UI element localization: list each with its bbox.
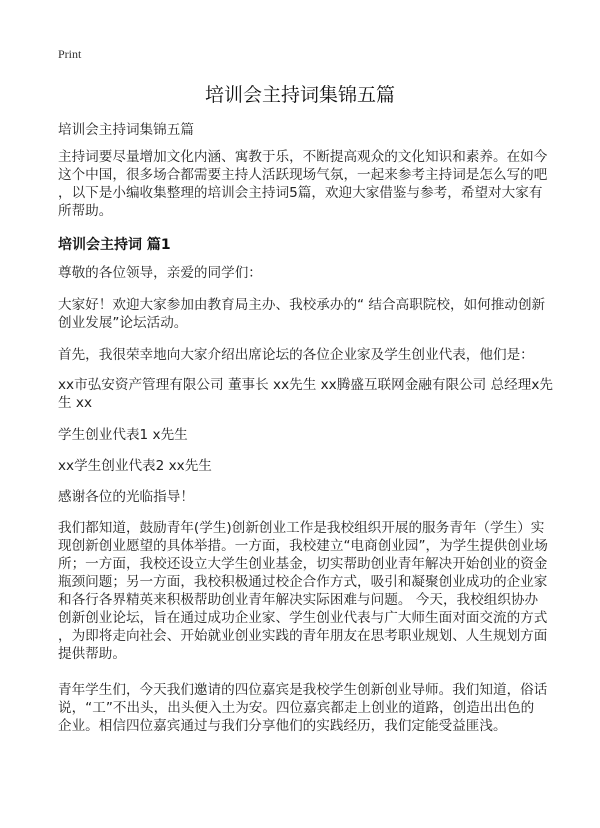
- text-line: 提供帮助。: [58, 646, 126, 662]
- text-line: 青年学生们，今天我们邀请的四位嘉宾是我校学生创新创业导师。我们知道，俗话: [58, 682, 548, 698]
- text-line: 大家好！欢迎大家参加由教育局主办、我校承办的“ 结合高职院校，如何推动创新: [58, 297, 546, 313]
- text-line: 创业发展”论坛活动。: [58, 315, 188, 331]
- guests-paragraph: [58, 376, 553, 412]
- student-rep-2: xx学生创业代表2 xx先生: [58, 458, 212, 474]
- text-line: 所；一方面，我校还设立大学生创业基金，切实帮助创业青年解决开始创业的资金: [58, 556, 548, 572]
- text-line: 生 xx: [58, 395, 93, 411]
- print-link[interactable]: Print: [58, 47, 82, 61]
- body-paragraph-1: [58, 519, 548, 663]
- text-line: 我们都知道，鼓励青年(学生)创新创业工作是我校组织开展的服务青年（学生）实: [58, 520, 545, 536]
- welcome-paragraph: [58, 296, 545, 332]
- text-line: xx市弘安资产管理有限公司 董事长 xx先生 xx腾盛互联网金融有限公司 总经理x先: [58, 377, 554, 393]
- student-rep-1: 学生创业代表1 x先生: [58, 427, 188, 443]
- text-line: ，以下是小编收集整理的培训会主持词5篇，欢迎大家借鉴与参考，希望对大家有: [58, 185, 543, 201]
- text-line: 主持词要尽量增加文化内涵、寓教于乐，不断提高观众的文化知识和素养。在如今: [58, 149, 548, 165]
- text-line: 所帮助。: [58, 203, 113, 219]
- text-line: 和各行各界精英来积极帮助创业青年解决实际困难与问题。 今天，我校组织协办: [58, 592, 539, 608]
- text-line: 创新创业论坛，旨在通过成功企业家、学生创业代表与广大师生面对面交流的方式: [58, 610, 548, 626]
- section-heading: 培训会主持词 篇1: [58, 237, 171, 253]
- text-line: 瓶颈问题；另一方面，我校积极通过校企合作方式，吸引和凝聚创业成功的企业家: [58, 574, 548, 590]
- greeting-paragraph: 尊敬的各位领导，亲爱的同学们：: [58, 265, 262, 281]
- introduce-paragraph: 首先，我很荣幸地向大家介绍出席论坛的各位企业家及学生创业代表，他们是：: [58, 347, 534, 363]
- text-line: ，为即将走向社会、开始就业创业实践的青年朋友在思考职业规划、人生规划方面: [58, 628, 548, 644]
- text-line: 企业。相信四位嘉宾通过与我们分享他们的实践经历，我们定能受益匪浅。: [58, 718, 507, 734]
- document-subtitle: 培训会主持词集锦五篇: [58, 122, 194, 138]
- text-line: 现创新创业愿望的具体举措。一方面，我校建立“电商创业园”，为学生提供创业场: [58, 538, 548, 554]
- thanks-paragraph: 感谢各位的光临指导！: [58, 489, 194, 505]
- text-line: 这个中国，很多场合都需要主持人活跃现场气氛，一起来参考主持词是怎么写的吧: [58, 167, 548, 183]
- body-paragraph-2: [58, 681, 547, 735]
- text-line: 说，“工”不出头，出头便入土为安。四位嘉宾都走上创业的道路，创造出出色的: [58, 700, 535, 716]
- intro-paragraph: [58, 148, 547, 220]
- document-title: 培训会主持词集锦五篇: [204, 84, 395, 106]
